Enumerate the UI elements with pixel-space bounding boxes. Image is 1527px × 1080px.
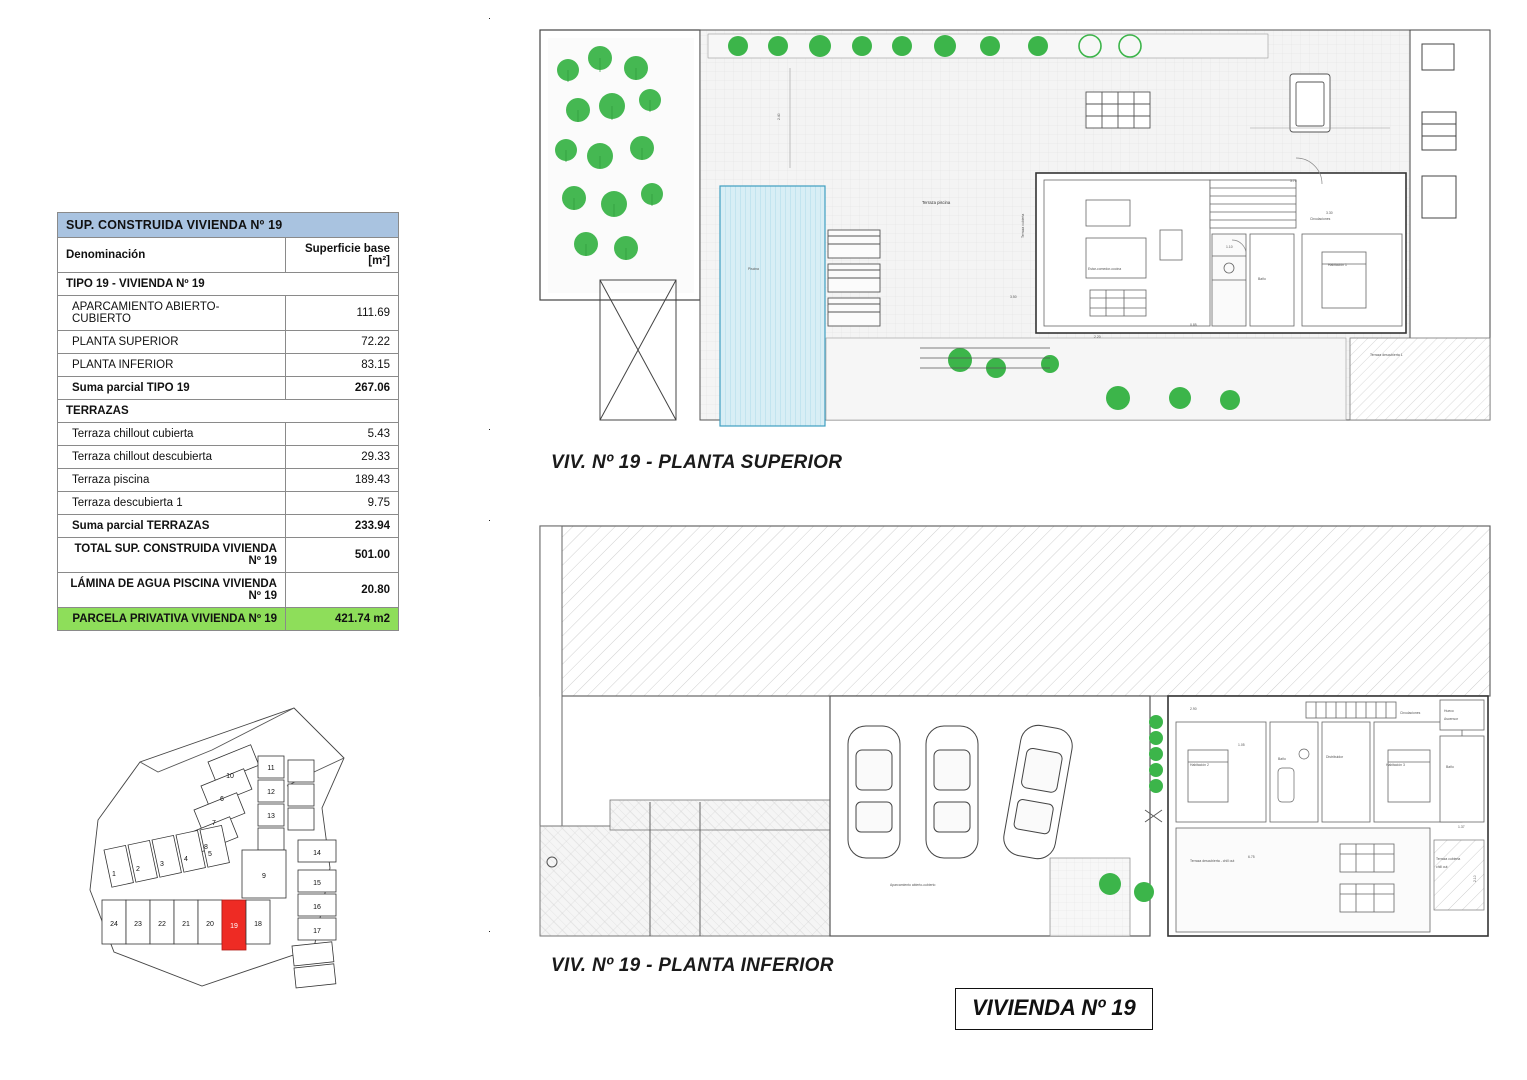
svg-text:6: 6 xyxy=(220,796,224,803)
table-header-row xyxy=(58,238,399,273)
svg-text:14: 14 xyxy=(313,850,321,857)
svg-text:20: 20 xyxy=(206,921,214,928)
plot-value: 421.74 m2 xyxy=(286,608,399,631)
upper-floor-plan xyxy=(490,8,1510,448)
terraces-section-label: TERRAZAS xyxy=(58,400,399,423)
svg-text:3.50: 3.50 xyxy=(1010,295,1017,299)
subtotal-label: Suma parcial TIPO 19 xyxy=(58,377,286,400)
svg-text:15: 15 xyxy=(313,880,321,887)
svg-text:18: 18 xyxy=(254,921,262,928)
row-label: Terraza descubierta 1 xyxy=(58,492,286,515)
svg-text:24: 24 xyxy=(110,921,118,928)
row-value: 9.75 xyxy=(286,492,399,515)
svg-text:Baño: Baño xyxy=(1278,757,1286,761)
svg-text:22: 22 xyxy=(158,921,166,928)
table-title: SUP. CONSTRUIDA VIVIENDA Nº 19 xyxy=(58,213,399,238)
row-label: PLANTA SUPERIOR xyxy=(58,331,286,354)
plot-label: PARCELA PRIVATIVA VIVIENDA Nº 19 xyxy=(58,608,286,631)
svg-text:13: 13 xyxy=(267,813,275,820)
lower-floor-plan xyxy=(490,510,1510,950)
svg-text:2: 2 xyxy=(136,866,140,873)
pool-label: LÁMINA DE AGUA PISCINA VIVIENDA Nº 19 xyxy=(58,573,286,608)
table-row xyxy=(58,469,399,492)
row-value: 72.22 xyxy=(286,331,399,354)
svg-text:16: 16 xyxy=(313,904,321,911)
svg-text:1.05: 1.05 xyxy=(1238,743,1245,747)
surface-area-table xyxy=(57,212,399,631)
svg-text:Baño: Baño xyxy=(1446,765,1454,769)
svg-text:1: 1 xyxy=(112,871,116,878)
svg-text:5: 5 xyxy=(208,851,212,858)
svg-text:17: 17 xyxy=(313,928,321,935)
column-header-surface: Superficie base [m²] xyxy=(286,238,399,273)
svg-text:23: 23 xyxy=(134,921,142,928)
svg-text:8: 8 xyxy=(204,844,208,851)
svg-text:Piscina: Piscina xyxy=(748,267,759,271)
column-header-denomination: Denominación xyxy=(58,238,286,273)
svg-text:19: 19 xyxy=(230,923,238,930)
svg-text:Terraza cubierta: Terraza cubierta xyxy=(1021,213,1025,238)
svg-text:Terraza descubierta - chill ou: Terraza descubierta - chill out xyxy=(1190,859,1235,863)
svg-text:3.75: 3.75 xyxy=(1290,179,1297,183)
table-pool-row xyxy=(58,573,399,608)
total-value: 501.00 xyxy=(286,538,399,573)
row-value: 111.69 xyxy=(286,296,399,331)
svg-text:Terraza piscina: Terraza piscina xyxy=(922,200,951,205)
table-row xyxy=(58,331,399,354)
svg-text:12: 12 xyxy=(267,789,275,796)
svg-text:2.40: 2.40 xyxy=(777,113,781,120)
upper-plan-caption: VIV. Nº 19 - PLANTA SUPERIOR xyxy=(551,452,843,473)
row-label: Terraza piscina xyxy=(58,469,286,492)
svg-text:Terraza cubierta: Terraza cubierta xyxy=(1436,857,1461,861)
svg-text:2.20: 2.20 xyxy=(1094,335,1101,339)
svg-text:9: 9 xyxy=(262,873,266,880)
svg-text:Habitación 1: Habitación 1 xyxy=(1328,263,1347,267)
svg-text:Circulaciones: Circulaciones xyxy=(1310,217,1331,221)
table-subtotal-row xyxy=(58,515,399,538)
row-value: 29.33 xyxy=(286,446,399,469)
table-row xyxy=(58,400,399,423)
row-label: Terraza chillout cubierta xyxy=(58,423,286,446)
svg-text:0.85: 0.85 xyxy=(1190,323,1197,327)
svg-text:1.10: 1.10 xyxy=(1226,245,1233,249)
svg-text:6.75: 6.75 xyxy=(1248,855,1255,859)
table-plot-row xyxy=(58,608,399,631)
lower-plan-caption: VIV. Nº 19 - PLANTA INFERIOR xyxy=(551,955,834,976)
subtotal-label: Suma parcial TERRAZAS xyxy=(58,515,286,538)
svg-text:10: 10 xyxy=(226,773,234,780)
svg-text:11: 11 xyxy=(267,765,275,772)
total-label: TOTAL SUP. CONSTRUIDA VIVIENDA Nº 19 xyxy=(58,538,286,573)
svg-text:Ascensor: Ascensor xyxy=(1444,717,1459,721)
svg-text:Estar-comedor-cocina: Estar-comedor-cocina xyxy=(1088,267,1122,271)
type-section-label: TIPO 19 - VIVIENDA Nº 19 xyxy=(58,273,399,296)
svg-text:Baño: Baño xyxy=(1258,277,1266,281)
row-value: 5.43 xyxy=(286,423,399,446)
svg-text:21: 21 xyxy=(182,921,190,928)
table-row xyxy=(58,423,399,446)
row-value: 83.15 xyxy=(286,354,399,377)
svg-text:3.30: 3.30 xyxy=(1326,211,1333,215)
svg-text:3: 3 xyxy=(160,861,164,868)
svg-text:4: 4 xyxy=(184,856,188,863)
svg-text:Distribuidor: Distribuidor xyxy=(1326,755,1344,759)
row-label: APARCAMIENTO ABIERTO-CUBIERTO xyxy=(58,296,286,331)
svg-text:Circulaciones: Circulaciones xyxy=(1400,711,1421,715)
table-row xyxy=(58,354,399,377)
row-label: Terraza chillout descubierta xyxy=(58,446,286,469)
svg-text:Habitación 2: Habitación 2 xyxy=(1190,763,1209,767)
svg-text:1.37: 1.37 xyxy=(1458,825,1465,829)
table-subtotal-row xyxy=(58,377,399,400)
table-total-row xyxy=(58,538,399,573)
table-row xyxy=(58,296,399,331)
svg-text:Habitación 3: Habitación 3 xyxy=(1386,763,1405,767)
row-label: PLANTA INFERIOR xyxy=(58,354,286,377)
subtotal-value: 267.06 xyxy=(286,377,399,400)
svg-text:Hueco: Hueco xyxy=(1444,709,1454,713)
site-key-plan xyxy=(62,700,372,1010)
pool-value: 20.80 xyxy=(286,573,399,608)
sheet-title-box: VIVIENDA Nº 19 xyxy=(955,988,1153,1030)
svg-text:2.10: 2.10 xyxy=(1473,875,1477,882)
row-value: 189.43 xyxy=(286,469,399,492)
table-row xyxy=(58,273,399,296)
table-row xyxy=(58,492,399,515)
svg-text:chill out: chill out xyxy=(1436,865,1448,869)
table-title-row xyxy=(58,213,399,238)
svg-text:7: 7 xyxy=(212,820,216,827)
subtotal-value: 233.94 xyxy=(286,515,399,538)
svg-text:2.90: 2.90 xyxy=(1190,707,1197,711)
table-row xyxy=(58,446,399,469)
svg-text:Aparcamiento abierto-cubierto: Aparcamiento abierto-cubierto xyxy=(890,883,936,887)
svg-text:Terraza descubierta 1: Terraza descubierta 1 xyxy=(1370,353,1403,357)
